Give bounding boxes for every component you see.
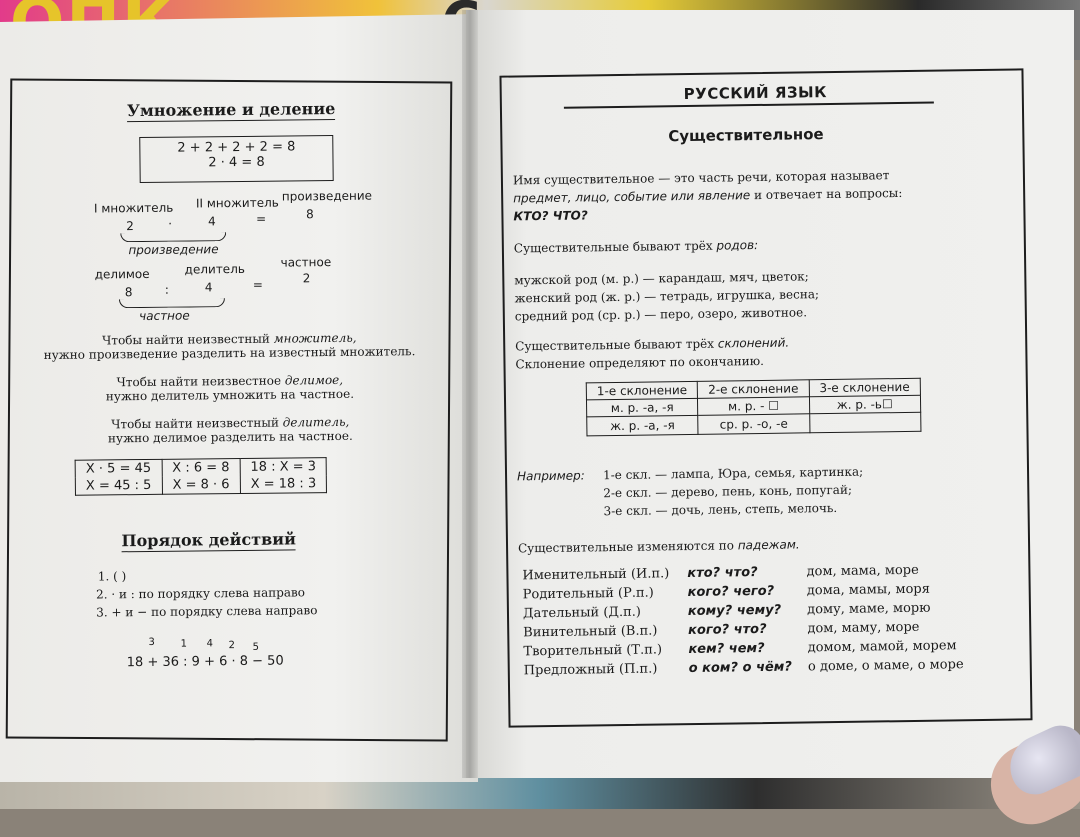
- case-question: кем? чем?: [688, 640, 765, 658]
- case-name: Родительный (Р.п.): [522, 585, 654, 603]
- mult-dot: ·: [168, 216, 173, 231]
- label-multiplier-2: II множитель: [195, 195, 279, 211]
- mult-brace-label: произведение: [128, 242, 219, 258]
- mult-eq: =: [256, 211, 267, 226]
- mult-b: 4: [208, 214, 216, 229]
- div-result: 2: [302, 271, 311, 286]
- rule-2-line2: нужно делитель умножить на частное.: [105, 386, 355, 404]
- decl-header: 3-е склонение: [809, 378, 921, 397]
- subject-header: РУССКИЙ ЯЗЫК: [683, 83, 828, 104]
- mult-box-line1: 2 + 2 + 2 + 2 = 8: [177, 139, 296, 156]
- case-example: дом, маму, море: [807, 619, 920, 637]
- eq-cell: X · 5 = 45: [75, 459, 162, 477]
- decl-intro: [515, 336, 789, 354]
- case-question: кто? что?: [687, 565, 758, 582]
- rule-1-line2: нужно произведение разделить на известный множитель.: [43, 344, 416, 363]
- decl-cell: ж. р. -а, -я: [587, 415, 699, 436]
- case-question: кого? чего?: [687, 583, 775, 601]
- order-item-2: 2. · и : по порядку слева направо: [95, 585, 306, 602]
- decl-intro-pre: Существительные бывают трёх: [515, 336, 718, 354]
- case-example: дому, маме, морю: [807, 600, 931, 618]
- cases-table: [522, 562, 963, 682]
- multiplication-title: Умножение и деление: [126, 98, 336, 121]
- label-product: произведение: [281, 188, 373, 204]
- order-mark-3: 4: [206, 638, 213, 650]
- rule-1-pre: Чтобы найти неизвестный: [102, 331, 274, 348]
- cases-intro-term: падежам.: [737, 537, 800, 553]
- intro-questions: КТО? ЧТО?: [513, 208, 588, 224]
- case-example: дома, мамы, моря: [806, 581, 930, 599]
- mult-a: 2: [126, 219, 134, 234]
- case-name: Именительный (И.п.): [522, 566, 670, 584]
- case-name: Предложный (П.п.): [523, 661, 658, 679]
- examples-label: Например:: [516, 468, 585, 484]
- case-name: Дательный (Д.п.): [522, 604, 642, 622]
- example-3: 3-е скл. — дочь, лень, степь, мелочь.: [603, 500, 838, 519]
- case-example: домом, мамой, морем: [807, 638, 957, 656]
- decl-intro-term: склонений.: [717, 335, 790, 351]
- order-mark-1: 3: [148, 636, 155, 648]
- case-name: Винительный (В.п.): [523, 623, 658, 641]
- gender-masc: мужской род (м. р.) — карандаш, мяч, цветок;: [514, 269, 809, 288]
- label-divisor: делитель: [184, 261, 245, 277]
- case-question: кого? что?: [688, 621, 767, 639]
- decl-cell: ср. р. -о, -е: [698, 414, 810, 435]
- rule-3-term: делитель,: [282, 414, 350, 430]
- case-example: дом, мама, море: [806, 562, 919, 580]
- decl-cell: м. р. -а, -я: [586, 398, 698, 417]
- decl-intro-2: Склонение определяют по окончанию.: [515, 353, 765, 372]
- cases-intro: [518, 537, 800, 555]
- eq-cell: X : 6 = 8: [162, 459, 240, 477]
- order-example-expr: 18 + 36 : 9 + 6 · 8 − 50: [126, 653, 284, 671]
- example-2: 2-е скл. — дерево, пень, конь, попугай;: [603, 482, 853, 501]
- mult-result: 8: [305, 207, 314, 222]
- div-a: 8: [124, 285, 133, 300]
- decl-row: [587, 412, 921, 436]
- rule-3-pre: Чтобы найти неизвестный: [111, 415, 283, 432]
- div-b: 4: [204, 280, 213, 295]
- div-brace-label: частное: [139, 308, 190, 324]
- intro-line2: [513, 186, 902, 205]
- intro-rest: и отвечает на вопросы:: [750, 185, 903, 203]
- decl-cell: ж. р. -ь☐: [809, 395, 921, 414]
- eq-cell: X = 45 : 5: [75, 477, 162, 495]
- decl-header: 1-е склонение: [586, 381, 698, 400]
- label-dividend: делимое: [94, 266, 150, 282]
- case-question: кому? чему?: [687, 602, 782, 620]
- label-quotient: частное: [280, 255, 332, 270]
- example-1: 1-е скл. — лампа, Юра, семья, картинка;: [602, 464, 864, 483]
- decl-cell: м. р. - ☐: [698, 397, 810, 416]
- order-title: Порядок действий: [121, 529, 297, 551]
- noun-title: Существительное: [668, 125, 824, 146]
- genders-intro: [514, 238, 758, 255]
- rule-2-term: делимое,: [284, 372, 344, 388]
- gender-neut: средний род (ср. р.) — перо, озеро, животное.: [514, 305, 808, 324]
- case-name: Творительный (Т.п.): [523, 642, 663, 660]
- eq-cell: X = 8 · 6: [162, 476, 240, 494]
- eq-cell: 18 : X = 3: [240, 458, 327, 476]
- mult-box-line2: 2 · 4 = 8: [208, 154, 265, 171]
- div-colon: :: [164, 282, 169, 297]
- div-eq: =: [252, 277, 263, 292]
- decl-cell: [809, 412, 921, 433]
- decl-header: 2-е склонение: [698, 380, 810, 399]
- declension-table: [586, 378, 922, 437]
- order-mark-2: 1: [180, 638, 187, 650]
- genders-intro-pre: Существительные бывают трёх: [513, 238, 717, 256]
- rule-1-term: множитель,: [273, 330, 357, 346]
- header-rule: [564, 102, 934, 109]
- rule-3-line2: нужно делимое разделить на частное.: [107, 428, 353, 446]
- case-example: о доме, о маме, о море: [807, 657, 964, 675]
- gender-fem: женский род (ж. р.) — тетрадь, игрушка, весна;: [514, 287, 820, 306]
- label-multiplier-1: I множитель: [93, 200, 174, 216]
- intro-italic: предмет, лицо, событие или явление: [513, 188, 751, 206]
- genders-intro-term: родов:: [716, 238, 759, 253]
- rule-2-pre: Чтобы найти неизвестное: [116, 373, 285, 390]
- order-mark-5: 5: [252, 641, 260, 653]
- case-question: о ком? о чём?: [688, 659, 793, 677]
- order-item-1: 1. ( ): [97, 569, 127, 584]
- order-item-3: 3. + и − по порядку слева направо: [96, 603, 318, 620]
- intro-line1: Имя существительное — это часть речи, которая называет: [512, 168, 890, 188]
- eq-cell: X = 18 : 3: [240, 475, 327, 493]
- cases-intro-pre: Существительные изменяются по: [517, 538, 738, 556]
- order-mark-4: 2: [228, 640, 236, 652]
